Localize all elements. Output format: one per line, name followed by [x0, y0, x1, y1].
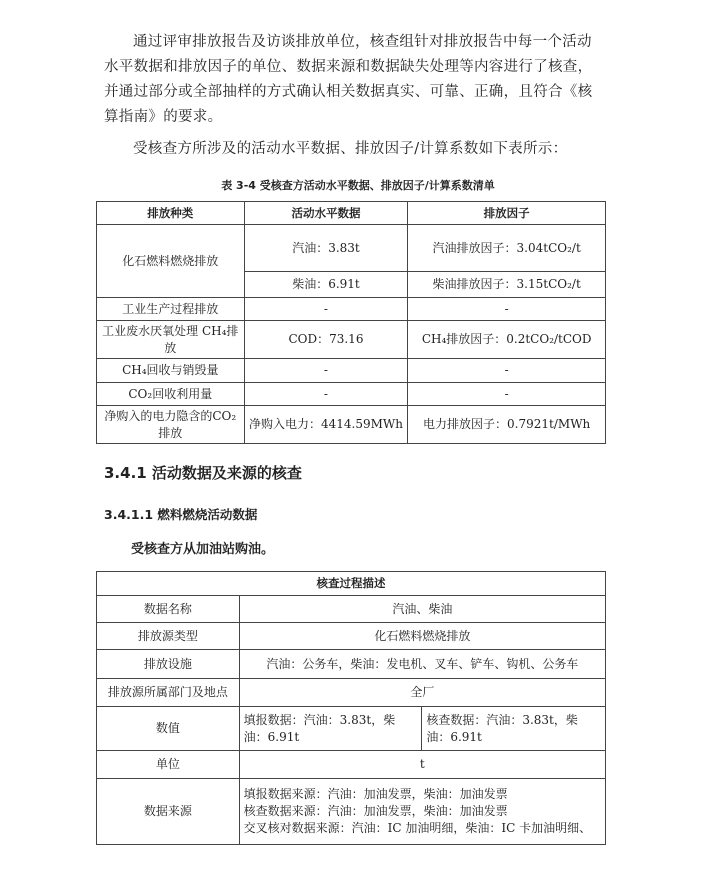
table-row	[97, 707, 606, 751]
cell-activity: -	[244, 298, 408, 321]
cell-activity: -	[244, 359, 408, 383]
table-row	[97, 359, 606, 383]
column-header: 排放因子	[408, 202, 606, 225]
intro-paragraph: 通过评审排放报告及访谈排放单位，核查组针对排放报告中每一个活动水平数据和排放因子的单位、数据来源和数据缺失处理等内容进行了核查，并通过部分或全部抽样的方式确认相关数据真实、可靠、正确，且符合《核算指南》的要求。	[104, 34, 593, 125]
table-row	[97, 321, 606, 359]
row-label: 数值	[97, 707, 240, 751]
table-caption: 表 3-4 受核查方活动水平数据、排放因子/计算系数清单	[221, 179, 495, 192]
cell-factor: -	[408, 383, 606, 406]
cell-activity: COD：73.16	[244, 321, 408, 359]
cell-factor: -	[408, 359, 606, 383]
purchase-note: 受核查方从加油站购油。	[131, 542, 275, 557]
table-row	[97, 779, 606, 845]
table-header-row	[97, 202, 606, 225]
subsection-heading: 3.4.1.1 燃料燃烧活动数据	[104, 507, 258, 522]
cell-emission-type: 工业生产过程排放	[97, 298, 245, 321]
row-label: 排放设施	[97, 650, 240, 679]
verification-table	[96, 571, 606, 845]
row-label: 单位	[97, 751, 240, 779]
cell-factor: 电力排放因子：0.7921t/MWh	[408, 406, 606, 444]
cell-activity: 柴油：6.91t	[244, 272, 408, 298]
table-row	[97, 596, 606, 623]
source-line: 核查数据来源：汽油：加油发票，柴油：加油发票	[243, 804, 508, 818]
verified-values: 核查数据：汽油：3.83t，柴油：6.91t	[422, 707, 606, 751]
cell-factor: 柴油排放因子：3.15tCO₂/t	[408, 272, 606, 298]
reported-values: 填报数据：汽油：3.83t，柴油：6.91t	[239, 707, 422, 751]
row-label: 排放源所属部门及地点	[97, 679, 240, 707]
table-row	[97, 298, 606, 321]
table-intro-paragraph: 受核查方所涉及的活动水平数据、排放因子/计算系数如下表所示：	[133, 141, 568, 157]
cell-factor: -	[408, 298, 606, 321]
cell-activity: -	[244, 383, 408, 406]
table-row	[97, 406, 606, 444]
cell-emission-type: 工业废水厌氧处理 CH₄排放	[97, 321, 245, 359]
table-row	[97, 679, 606, 707]
table-row	[97, 623, 606, 650]
cell-factor: CH₄排放因子：0.2tCO₂/tCOD	[408, 321, 606, 359]
row-label: 数据来源	[97, 779, 240, 845]
section-heading: 3.4.1 活动数据及来源的核查	[104, 464, 302, 482]
cell-factor: 汽油排放因子：3.04tCO₂/t	[408, 225, 606, 272]
table-row	[97, 225, 606, 272]
cell-activity: 汽油：3.83t	[244, 225, 408, 272]
table-row	[97, 650, 606, 679]
column-header: 活动水平数据	[244, 202, 408, 225]
source-line: 交叉核对数据来源：汽油：IC 加油明细，柴油：IC 卡加油明细、	[243, 821, 592, 835]
cell-emission-type: CO₂回收利用量	[97, 383, 245, 406]
cell-activity: 净购入电力：4414.59MWh	[244, 406, 408, 444]
row-value: t	[239, 751, 605, 779]
activity-data-table	[96, 201, 606, 444]
cell-emission-type: 净购入的电力隐含的CO₂排放	[97, 406, 245, 444]
table-row	[97, 751, 606, 779]
cell-emission-type: CH₄回收与销毁量	[97, 359, 245, 383]
row-value: 化石燃料燃烧排放	[239, 623, 605, 650]
row-value: 全厂	[239, 679, 605, 707]
row-value: 汽油、柴油	[239, 596, 605, 623]
source-line: 填报数据来源：汽油：加油发票，柴油：加油发票	[243, 787, 508, 801]
row-label: 排放源类型	[97, 623, 240, 650]
cell-emission-type: 化石燃料燃烧排放	[97, 225, 245, 298]
row-label: 数据名称	[97, 596, 240, 623]
row-value: 汽油：公务车，柴油：发电机、叉车、铲车、钩机、公务车	[239, 650, 605, 679]
table-row	[97, 383, 606, 406]
data-source-cell	[239, 779, 605, 845]
verification-header: 核查过程描述	[97, 572, 606, 596]
column-header: 排放种类	[97, 202, 245, 225]
